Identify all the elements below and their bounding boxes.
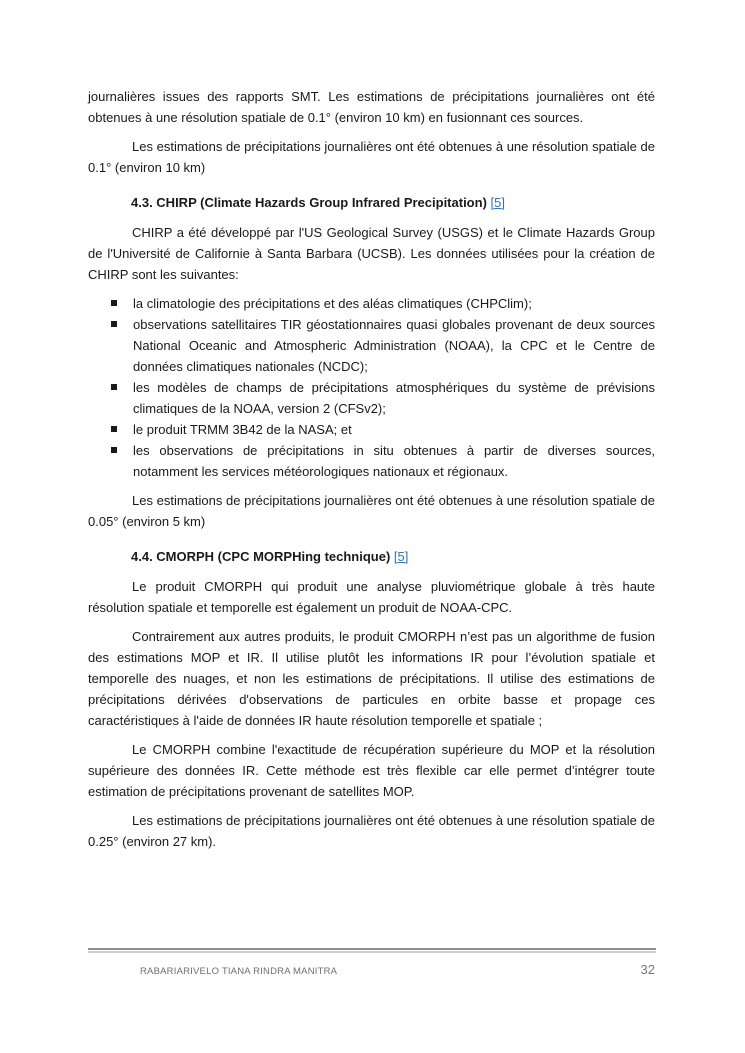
chirp-data-list [88,293,655,482]
list-item-text: la climatologie des précipitations et des aléas climatiques (CHPClim); [133,296,532,311]
list-item-text: les observations de précipitations in situ obtenues à partir de diverses sources, notamment les services météorologiques nationaux et régionaux. [133,443,655,479]
paragraph-resolution-025: Les estimations de précipitations journalières ont été obtenues à une résolution spatiale de 0.25° (environ 27 km). [88,813,655,849]
square-bullet-icon [111,384,117,390]
paragraph-cmorph-combine: Le CMORPH combine l'exactitude de récupération supérieure du MOP et la résolution supérieure des données IR. Cette méthode est très flexible car elle permet d’intégrer toute estimation de précipitations provenant de satellites MOP. [88,742,655,799]
document-body [88,86,655,860]
paragraph-resolution-01: Les estimations de précipitations journalières ont été obtenues à une résolution spatiale de 0.1° (environ 10 km) [88,139,655,175]
section-heading-cmorph [88,546,655,567]
square-bullet-icon [111,321,117,327]
reference-link-chirp[interactable]: [5] [490,195,505,210]
list-item-text: les modèles de champs de précipitations atmosphériques du système de prévisions climatiques de la NOAA, version 2 (CFSv2); [133,380,655,416]
square-bullet-icon [111,426,117,432]
list-item [88,293,655,314]
paragraph-resolution-005: Les estimations de précipitations journalières ont été obtenues à une résolution spatiale de 0.05° (environ 5 km) [88,493,655,529]
section-heading-chirp-text: 4.3. CHIRP (Climate Hazards Group Infrared Precipitation) [131,195,487,210]
square-bullet-icon [111,447,117,453]
paragraph-chirp-intro: CHIRP a été développé par l'US Geological Survey (USGS) et le Climate Hazards Group de l'Université de Californie à Santa Barbara (UCSB). Les données utilisées pour la création de CHIRP sont les suivantes: [88,225,655,282]
list-item [88,440,655,482]
list-item [88,419,655,440]
paragraph-cmorph-intro: Le produit CMORPH qui produit une analyse pluviométrique globale à très haute résolution spatiale et temporelle est également un produit de NOAA-CPC. [88,579,655,615]
reference-link-cmorph[interactable]: [5] [393,549,409,564]
section-heading-chirp [88,192,655,213]
square-bullet-icon [111,300,117,306]
footer-divider [88,948,656,950]
paragraph-continued: journalières issues des rapports SMT. Les estimations de précipitations journalières ont été obtenues à une résolution spatiale de 0.1° (environ 10 km) en fusionnant ces sources. [88,89,655,125]
list-item-text: observations satellitaires TIR géostationnaires quasi globales provenant de deux sources National Oceanic and Atmospheric Administration (NOAA), la CPC et le Centre de données climatiques nationales (NCDC); [133,317,655,374]
list-item-text: le produit TRMM 3B42 de la NASA; et [133,422,352,437]
footer-author: RABARIARIVELO TIANA RINDRA MANITRA [140,966,338,977]
paragraph-cmorph-method: Contrairement aux autres produits, le produit CMORPH n’est pas un algorithme de fusion des estimations MOP et IR. Il utilise plutôt les informations IR pour l’évolution spatiale et temporelle des nuages, et non les estimations de précipitations. Il utilise des estimations de précipitations dérivées d'observations de particules en orbite basse et propage ces caractéristiques à l'aide de données IR haute résolution temporelle et spatiale ; [88,629,655,728]
list-item [88,314,655,377]
section-heading-cmorph-text: 4.4. CMORPH (CPC MORPHing technique) [131,549,391,564]
page-number: 32 [640,962,655,977]
list-item [88,377,655,419]
